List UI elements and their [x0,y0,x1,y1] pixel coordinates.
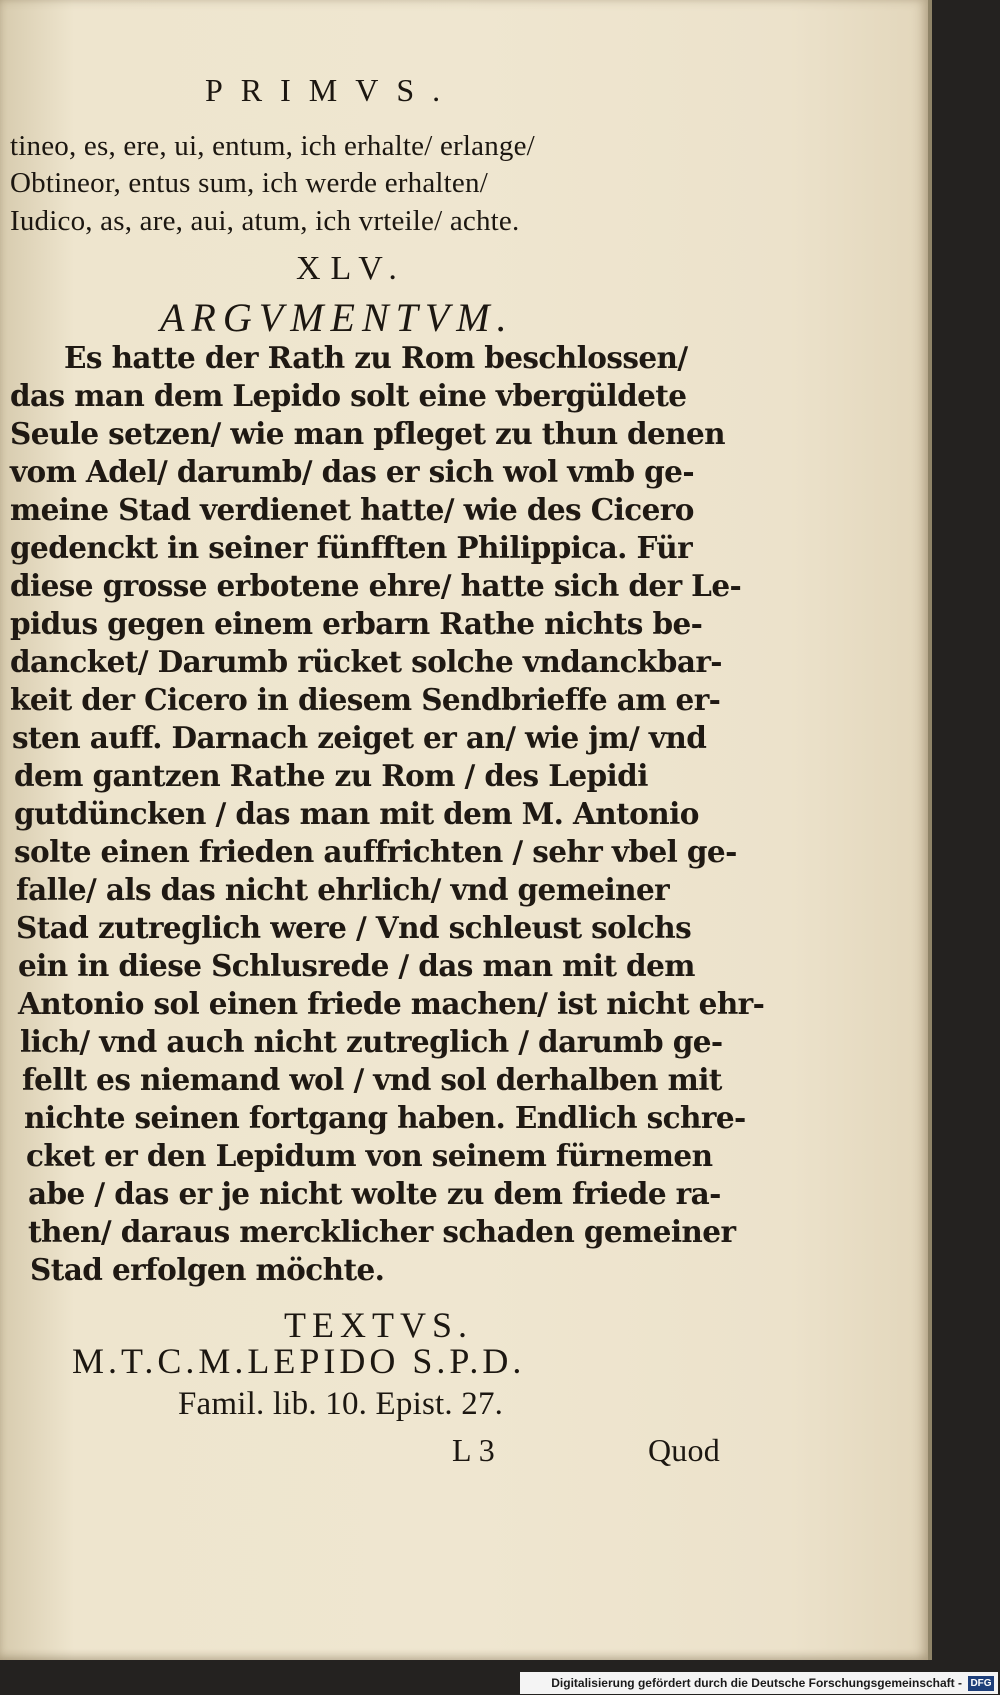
argument-line: lich/ vnd auch nicht zutreglich / darumb ge- [20,1024,723,1059]
argument-line: Es hatte der Rath zu Rom beschlossen/ [64,340,688,375]
argument-line: pidus gegen einem erbarn Rathe nichts be- [10,606,703,641]
argument-line: dancket/ Darumb rücket solche vndanckbar- [10,644,722,679]
digitization-footer [520,1672,998,1694]
argument-line: sten auff. Darnach zeiget er an/ wie jm/ vnd [12,720,707,755]
argument-heading: ARGVMENTVM. [160,295,514,340]
argument-line: falle/ als das nicht ehrlich/ vnd gemeiner [16,872,670,907]
argument-line: Seule setzen/ wie man pfleget zu thun denen [10,416,726,451]
dfg-logo-icon: DFG [968,1676,994,1691]
argument-line: ein in diese Schlusrede / das man mit dem [18,948,695,983]
argument-line: vom Adel/ darumb/ das er sich wol vmb ge- [10,454,694,489]
textus-heading: TEXTVS. [284,1305,473,1345]
argument-line: Stad zutreglich were / Vnd schleust solchs [16,910,692,945]
letter-salutation: M.T.C.M.LEPIDO S.P.D. [72,1341,526,1381]
argument-line: diese grosse erbotene ehre/ hatte sich der Le- [10,568,742,603]
letter-reference: Famil. lib. 10. Epist. 27. [178,1386,504,1422]
signature-mark: L 3 [452,1432,495,1468]
argument-line: gutdüncken / das man mit dem M. Antonio [14,796,699,831]
argument-line: Antonio sol einen friede machen/ ist nicht ehr- [18,986,765,1021]
argument-line: Stad erfolgen möchte. [30,1252,385,1287]
vocabulary-line: Obtineor, entus sum, ich werde erhalten/ [10,167,488,199]
section-number: XLV. [296,250,407,287]
argument-line: solte einen frieden auffrichten / sehr vbel ge- [14,834,737,869]
argument-line: abe / das er je nicht wolte zu dem friede ra- [28,1176,721,1211]
catchword: Quod [648,1432,720,1468]
argument-line: keit der Cicero in diesem Sendbrieffe am er- [10,682,721,717]
argument-line: then/ daraus mercklicher schaden gemeiner [28,1214,736,1249]
argument-line: cket er den Lepidum von seinem fürnemen [26,1138,713,1173]
footer-credit: Digitalisierung gefördert durch die Deutsche Forschungsgemeinschaft - [551,1676,962,1690]
running-head: PRIMVS. [205,72,459,108]
argument-line: dem gantzen Rathe zu Rom / des Lepidi [14,758,648,793]
argument-line: das man dem Lepido solt eine vbergüldete [10,378,687,413]
argument-line: nichte seinen fortgang haben. Endlich schre- [24,1100,746,1135]
argument-line: meine Stad verdienet hatte/ wie des Cicero [10,492,694,527]
page-edge [928,0,932,1660]
argument-line: gedenckt in seiner fünfften Philippica. Für [10,530,693,565]
argument-line: fellt es niemand wol / vnd sol derhalben mit [22,1062,722,1097]
vocabulary-line: tineo, es, ere, ui, entum, ich erhalte/ erlange/ [10,130,535,162]
vocabulary-line: Iudico, as, are, aui, atum, ich vrteile/ achte. [10,205,520,237]
